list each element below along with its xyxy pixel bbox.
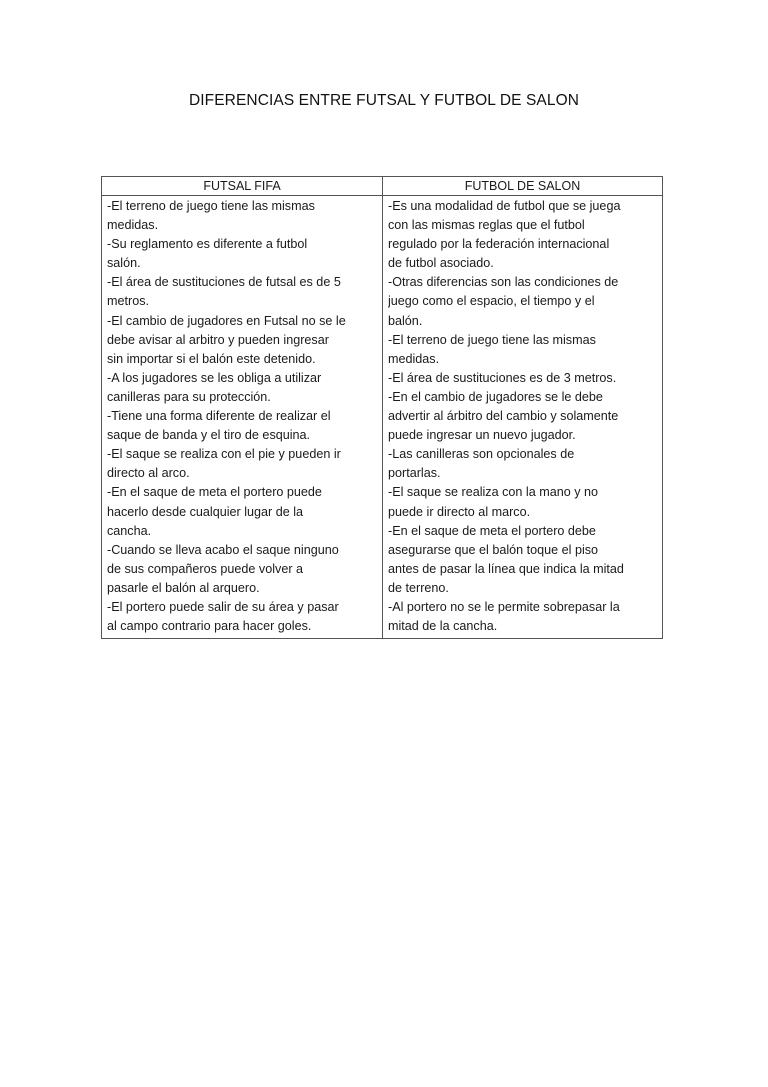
futsal-text-line: -A los jugadores se les obliga a utilizar — [107, 370, 322, 385]
salon-text-line: -Es una modalidad de futbol que se juega — [388, 199, 621, 213]
futsal-text-line: sin importar si el balón este detenido. — [107, 351, 316, 366]
header-futsal-fifa: FUTSAL FIFA — [102, 177, 383, 196]
salon-text-line: asegurarse que el balón toque el piso — [388, 542, 599, 557]
futsal-text-line: debe avisar al arbitro y pueden ingresar — [107, 332, 329, 347]
futbol-de-salon-cell — [383, 196, 663, 639]
salon-text-line: medidas. — [388, 351, 440, 366]
futsal-text-line: saque de banda y el tiro de esquina. — [107, 428, 311, 443]
table-row — [102, 196, 663, 639]
salon-text-line: antes de pasar la línea que indica la mitad — [388, 561, 624, 576]
salon-text-line: balón. — [388, 313, 423, 328]
futsal-text-line: al campo contrario para hacer goles. — [107, 619, 312, 634]
futsal-text-line: de sus compañeros puede volver a — [107, 561, 304, 576]
futsal-text-line: -Cuando se lleva acabo el saque ninguno — [107, 542, 339, 557]
salon-text-line: mitad de la cancha. — [388, 619, 498, 634]
salon-text-line: -En el saque de meta el portero debe — [388, 523, 596, 538]
salon-text-line: -En el cambio de jugadores se le debe — [388, 389, 603, 404]
futsal-text-line: -El saque se realiza con el pie y pueden ir — [107, 447, 341, 462]
salon-text-line: de futbol asociado. — [388, 256, 494, 271]
futsal-text-line: cancha. — [107, 523, 152, 538]
page-title: DIFERENCIAS ENTRE FUTSAL Y FUTBOL DE SALON — [188, 92, 580, 109]
futsal-text-line: -En el saque de meta el portero puede — [107, 485, 322, 500]
futsal-text-line: -El terreno de juego tiene las mismas — [107, 199, 315, 213]
futsal-text-line: salón. — [107, 256, 141, 271]
comparison-table — [101, 176, 663, 639]
salon-text-line: -Al portero no se le permite sobrepasar la — [388, 599, 620, 614]
futsal-text-line: -El portero puede salir de su área y pasar — [107, 599, 339, 614]
salon-text-line: juego como el espacio, el tiempo y el — [388, 294, 595, 309]
salon-text-line: advertir al árbitro del cambio y solamente — [388, 409, 619, 424]
futsal-text-line: metros. — [107, 294, 149, 309]
futsal-text-line: directo al arco. — [107, 466, 190, 481]
futsal-text-line: -El área de sustituciones de futsal es de 5 — [107, 275, 341, 290]
futsal-text-line: hacerlo desde cualquier lugar de la — [107, 504, 304, 519]
futsal-text-line: -El cambio de jugadores en Futsal no se le — [107, 313, 346, 328]
salon-text-line: -El saque se realiza con la mano y no — [388, 485, 599, 500]
salon-text-line: portarlas. — [388, 466, 441, 481]
salon-text-line: puede ingresar un nuevo jugador. — [388, 428, 576, 443]
salon-text-line: -El área de sustituciones es de 3 metros. — [388, 370, 617, 385]
futsal-text-line: pasarle el balón al arquero. — [107, 580, 260, 595]
futsal-text-line: medidas. — [107, 218, 159, 233]
salon-text-line: regulado por la federación internacional — [388, 237, 610, 252]
futsal-text-line: -Tiene una forma diferente de realizar el — [107, 409, 331, 424]
salon-text-line: con las mismas reglas que el futbol — [388, 218, 585, 233]
salon-text-line: -El terreno de juego tiene las mismas — [388, 332, 596, 347]
table-header-row — [102, 177, 663, 196]
salon-text-line: -Otras diferencias son las condiciones de — [388, 275, 619, 290]
futsal-fifa-cell — [102, 196, 383, 639]
futsal-text-line: -Su reglamento es diferente a futbol — [107, 237, 308, 252]
futsal-text-line: canilleras para su protección. — [107, 389, 271, 404]
salon-text-line: -Las canilleras son opcionales de — [388, 447, 575, 462]
header-futbol-de-salon: FUTBOL DE SALON — [383, 177, 663, 196]
salon-text-line: de terreno. — [388, 580, 449, 595]
salon-text-line: puede ir directo al marco. — [388, 504, 531, 519]
